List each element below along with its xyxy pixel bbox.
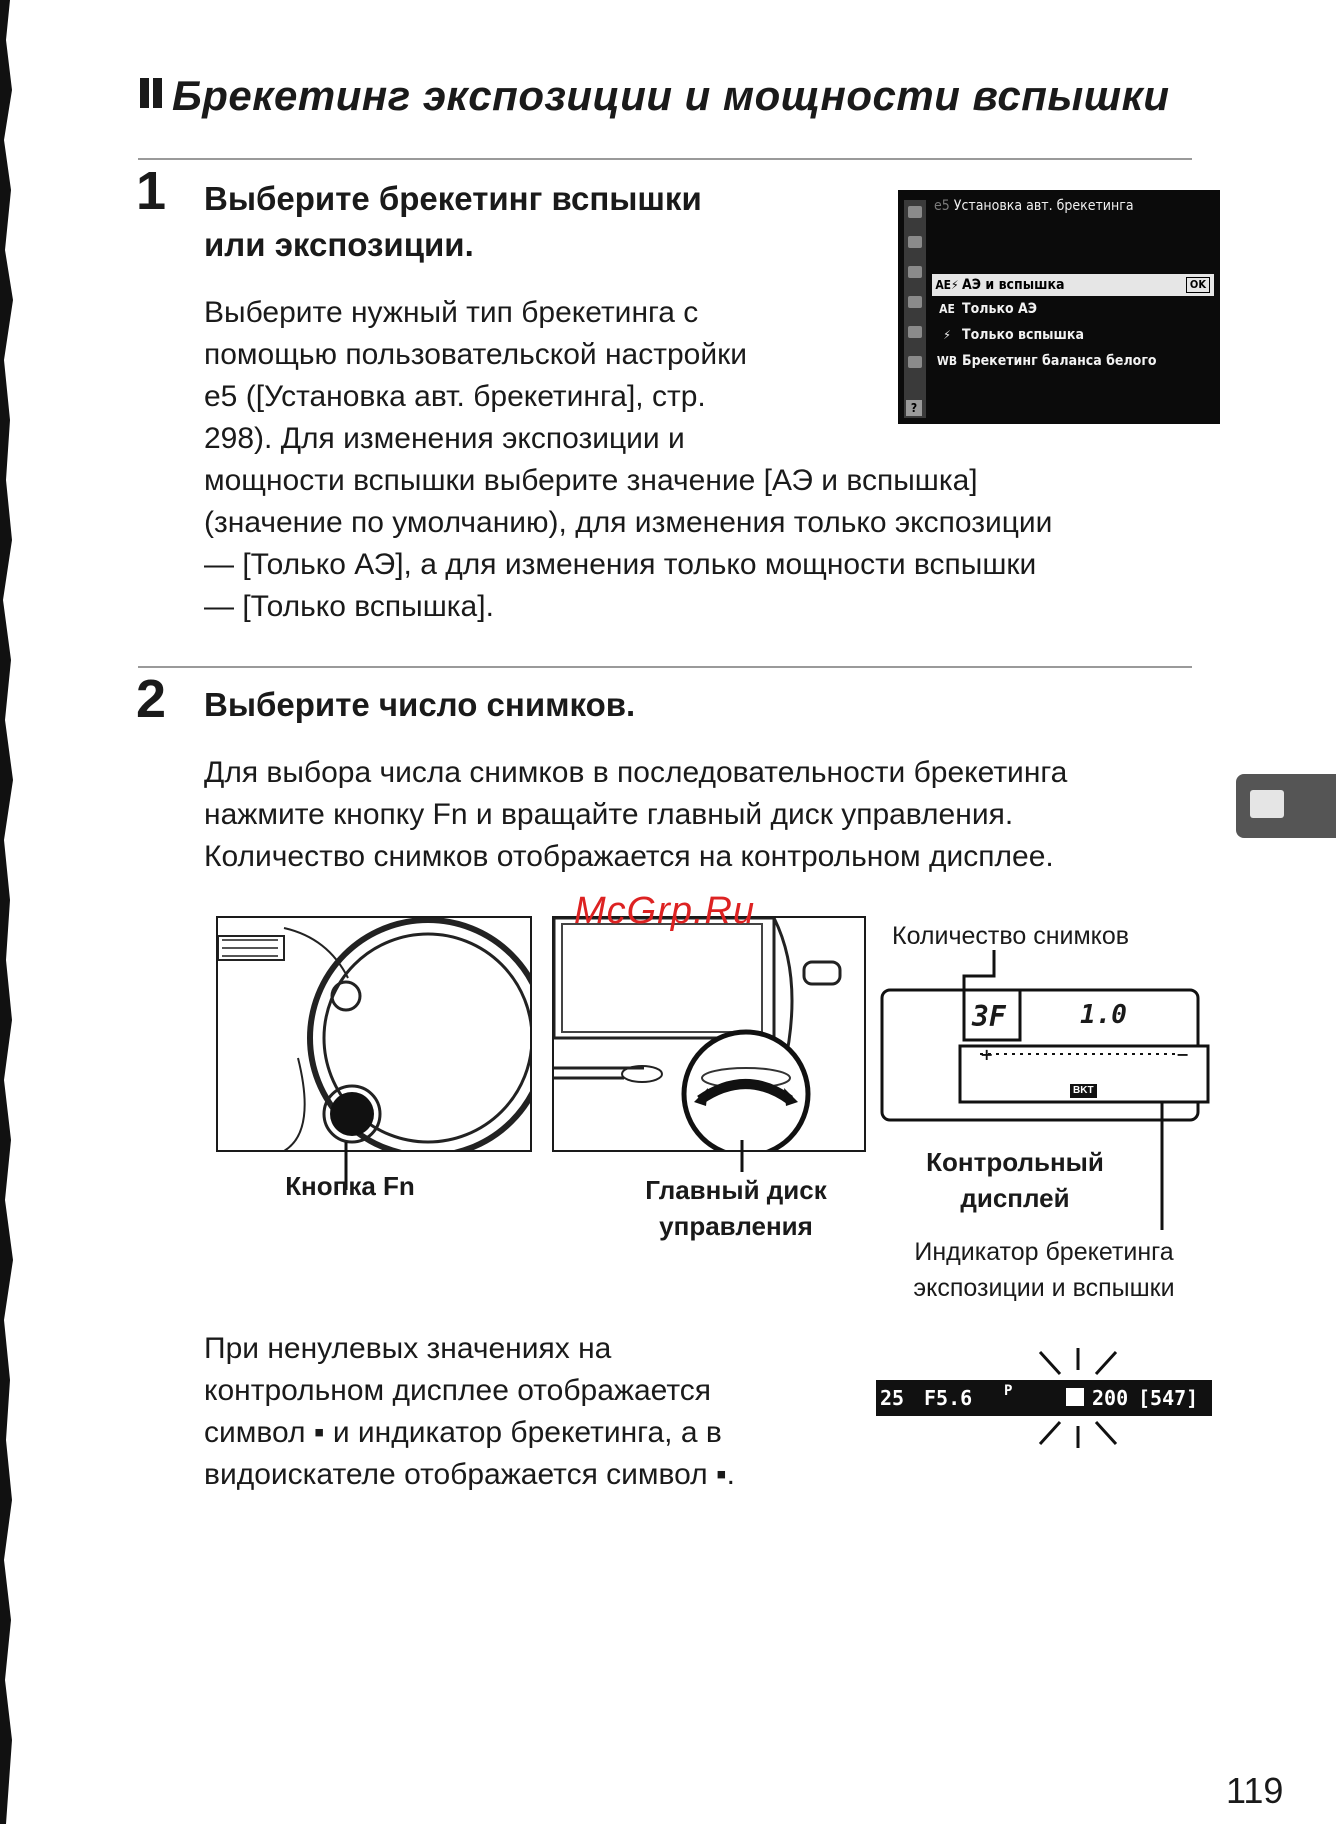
- binding-edge: [0, 0, 22, 1824]
- camera-front-illustration: [218, 918, 532, 1152]
- menu-item-icon: AE⚡: [935, 278, 959, 292]
- camera-back-figure: [552, 916, 866, 1152]
- camera-front-figure: [216, 916, 532, 1152]
- menu-item[interactable]: AE⚡ АЭ и вспышка OK: [932, 274, 1214, 296]
- step-heading: Выберите число снимков.: [204, 686, 636, 723]
- step-body: Выберите нужный тип брекетинга с помощью пользовательской настройки e5 ([Установка авт. брекетинга], стр. 298). Для изменения экспозиции и мощности вспышки выберите значение [АЭ и вспышка] (значение по умолчанию), для изменения только экспозиции — [Только АЭ], а для изменения только мощности вспышки — [Только вспышка].: [204, 296, 1053, 623]
- main-dial-label: Главный диск управления: [645, 1175, 827, 1241]
- vf-mode: P: [1004, 1383, 1013, 1399]
- menu-item[interactable]: AE Только АЭ: [932, 298, 1214, 320]
- camera-back-illustration: [554, 918, 866, 1152]
- vf-remaining: [547]: [1138, 1386, 1199, 1410]
- indicator-label: Индикатор брекетинга экспозиции и вспышки: [913, 1238, 1175, 1302]
- section-title: Брекетинг экспозиции и мощности вспышки: [140, 72, 1170, 120]
- ok-icon: OK: [1186, 277, 1210, 293]
- vf-iso: 200: [1092, 1386, 1129, 1410]
- divider: [138, 158, 1192, 160]
- step-number: 1: [136, 161, 167, 221]
- leader-line: [1152, 1136, 1172, 1230]
- vf-shutter: 25: [880, 1386, 905, 1410]
- menu-item[interactable]: ⚡ Только вспышка: [932, 324, 1214, 346]
- menu-item[interactable]: WB Брекетинг баланса белого: [932, 350, 1214, 372]
- divider: [138, 666, 1192, 668]
- camera-menu-screen: [898, 190, 1220, 424]
- svg-text:−: −: [1176, 1045, 1190, 1064]
- chapter-tab: [1236, 774, 1336, 838]
- menu-item-icon: AE: [939, 302, 955, 316]
- metering-icon: [1250, 790, 1284, 818]
- svg-text:+: +: [980, 1045, 994, 1064]
- exposure-comp-icon: [1066, 1388, 1084, 1406]
- control-display-illustration: [880, 950, 1220, 1140]
- menu-tab-icons: [904, 200, 926, 418]
- bkt-icon: BKT: [1070, 1084, 1097, 1098]
- help-icon: ?: [906, 400, 922, 416]
- leader-line: [732, 1140, 752, 1172]
- control-display-label: Контрольный дисплей: [926, 1147, 1104, 1213]
- step-number: 2: [136, 669, 167, 729]
- watermark: McGrp.Ru: [574, 890, 756, 932]
- menu-item-icon: WB: [936, 354, 958, 368]
- page-number: 119: [1226, 1770, 1284, 1811]
- shots-count-label: Количество снимков: [892, 922, 1130, 950]
- note-body: При ненулевых значениях на контрольном дисплее отображается символ ▪ и индикатор брекетинга, а в видоискателе отображается символ ▪.: [204, 1332, 735, 1491]
- vf-aperture: F5.6: [924, 1386, 973, 1410]
- menu-item-icon: ⚡: [943, 328, 951, 342]
- viewfinder-display: [876, 1380, 1212, 1416]
- step-heading: Выберите брекетинг вспышки или экспозиции.: [204, 180, 702, 263]
- menu-title: e5 Установка авт. брекетинга: [934, 198, 1134, 214]
- lcd-value: 1.0: [1080, 1000, 1127, 1030]
- step-body: Для выбора числа снимков в последовательности брекетинга нажмите кнопку Fn и вращайте главный диск управления. Количество снимков отображается на контрольном дисплее.: [204, 756, 1068, 873]
- lcd-shots: 3F: [972, 1000, 1006, 1033]
- fn-button-label: Кнопка Fn: [285, 1171, 415, 1201]
